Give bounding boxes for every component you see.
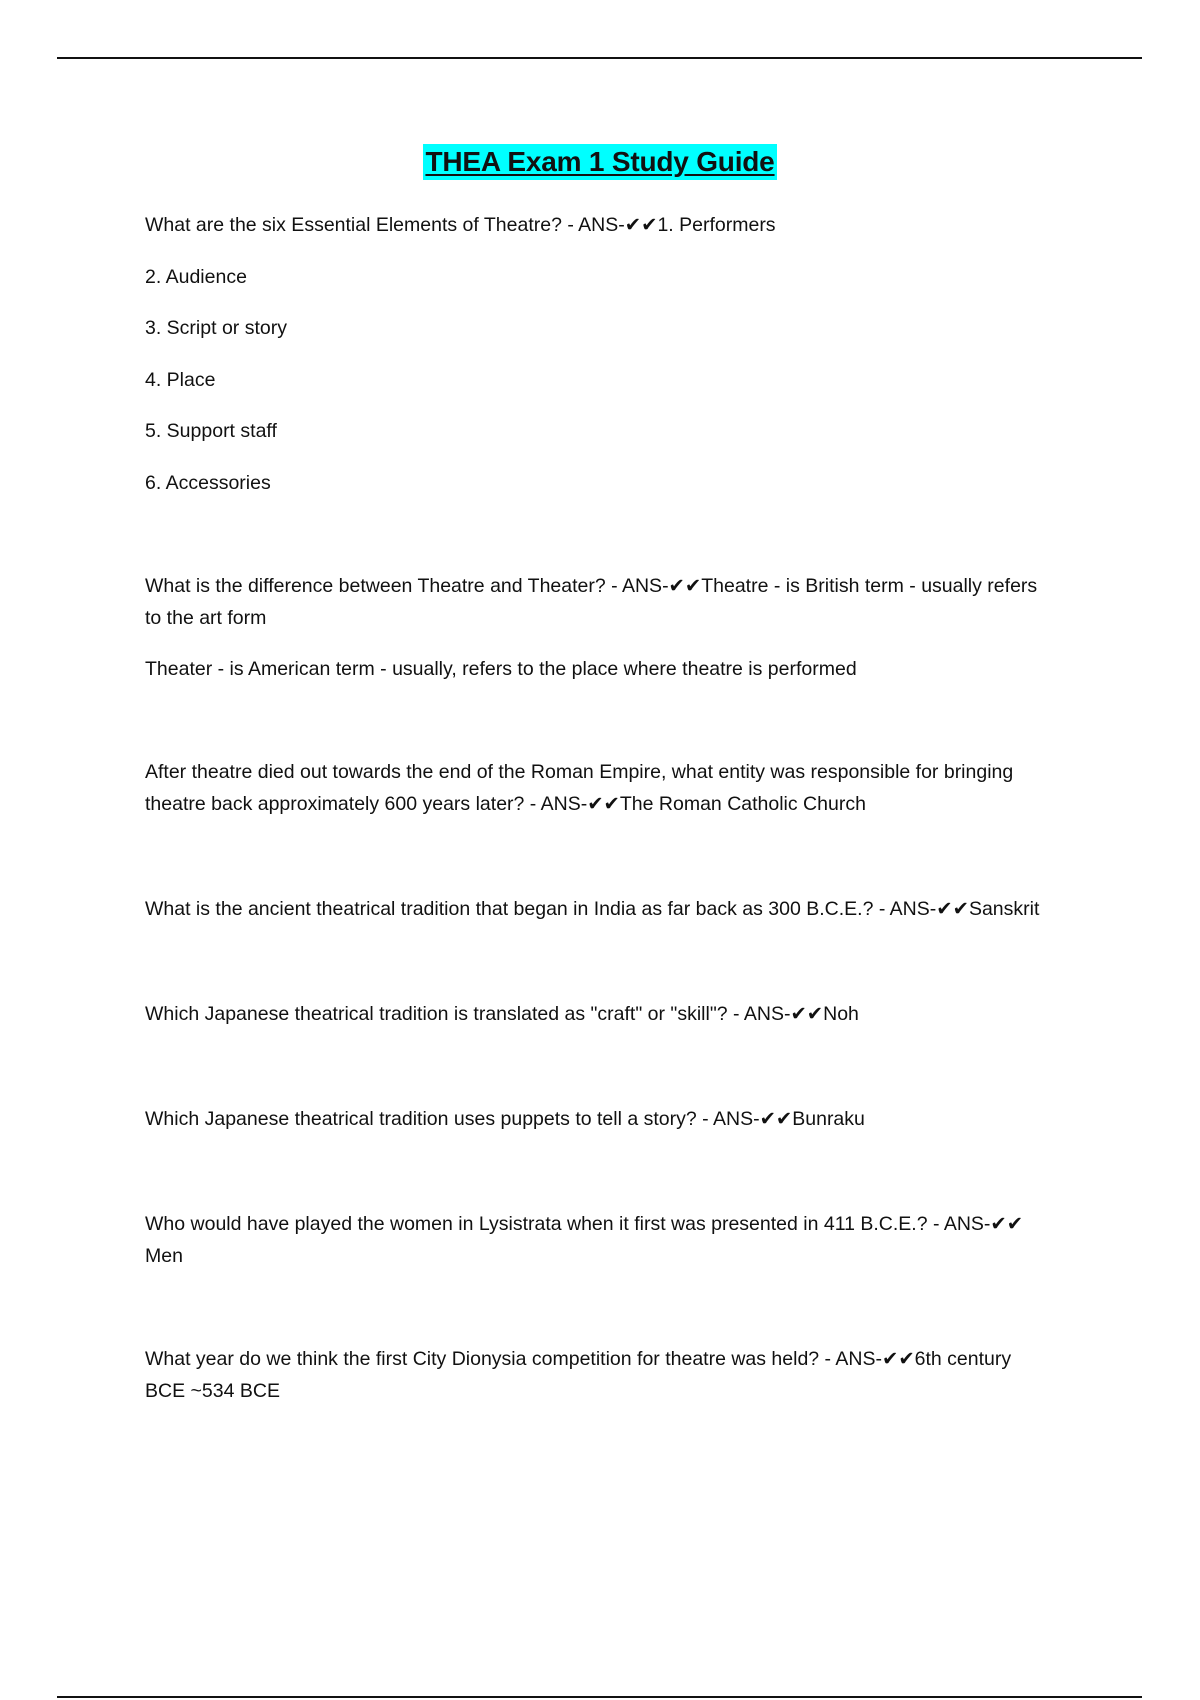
- q1-answer-item: 6. Accessories: [145, 472, 271, 494]
- document-title: THEA Exam 1 Study Guide: [423, 144, 776, 180]
- q1-answer-item: 5. Support staff: [145, 420, 277, 442]
- q8-answer-line: BCE ~534 BCE: [145, 1380, 280, 1402]
- title-container: [0, 144, 1200, 180]
- q1-answer-item: 4. Place: [145, 369, 216, 391]
- q1-answer-item: 2. Audience: [145, 266, 247, 288]
- q2-answer-line: Theater - is American term - usually, refers to the place where theatre is performed: [145, 658, 857, 680]
- q4-line: What is the ancient theatrical tradition that began in India as far back as 300 B.C.E.? - ANS-✔✔Sanskrit: [145, 898, 1040, 920]
- q5-line: Which Japanese theatrical tradition is translated as "craft" or "skill"? - ANS-✔✔Noh: [145, 1003, 859, 1025]
- q1-answer-item: 3. Script or story: [145, 317, 287, 339]
- q7-answer-line: Men: [145, 1245, 183, 1267]
- q1-question-line: What are the six Essential Elements of Theatre? - ANS-✔✔1. Performers: [145, 214, 776, 236]
- q2-question-line: What is the difference between Theatre and Theater? - ANS-✔✔Theatre - is British term - usually refers: [145, 575, 1038, 597]
- q2-answer-line: to the art form: [145, 607, 267, 629]
- q7-question-line: Who would have played the women in Lysistrata when it first was presented in 411 B.C.E.? - ANS-✔✔: [145, 1213, 1024, 1235]
- top-rule: [57, 57, 1142, 59]
- q3-answer-line: theatre back approximately 600 years later? - ANS-✔✔The Roman Catholic Church: [145, 793, 866, 815]
- q6-line: Which Japanese theatrical tradition uses puppets to tell a story? - ANS-✔✔Bunraku: [145, 1108, 865, 1130]
- q3-question-line: After theatre died out towards the end of the Roman Empire, what entity was responsible for bringing: [145, 761, 1014, 783]
- q8-question-line: What year do we think the first City Dionysia competition for theatre was held? - ANS-✔✔6th century: [145, 1348, 1012, 1370]
- bottom-rule: [57, 1696, 1142, 1698]
